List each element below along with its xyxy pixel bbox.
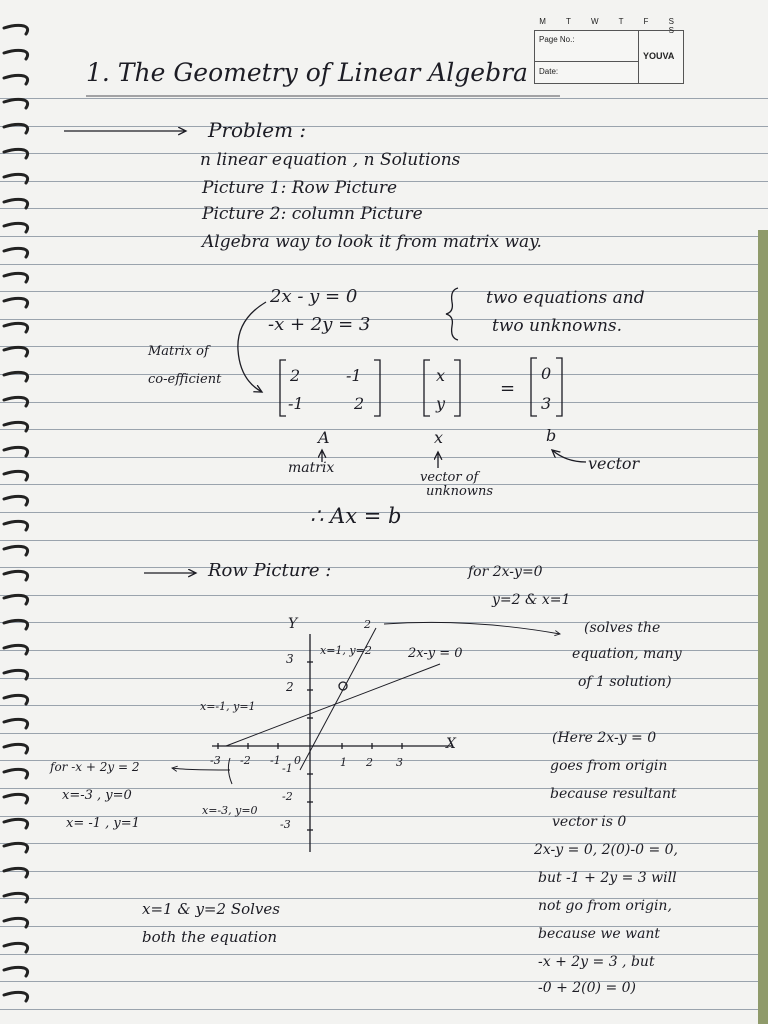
problem-line-2: Picture 1: Row Picture [202,178,398,198]
right-note-6: because resultant [550,786,677,802]
right-note-8: 2x-y = 0, 2(0)-0 = 0, [534,842,678,858]
label-vector-of: vector of [420,470,479,485]
matrix-a-11: 2 [290,366,301,385]
left-note-1: x=-3 , y=0 [62,788,132,803]
page-title: 1. The Geometry of Linear Algebra [86,58,528,87]
x-tick-2: 2 [366,756,373,769]
vector-b-2: 3 [541,394,552,413]
vector-x-bracket-right [454,360,460,416]
point-label-mid: x=-1, y=1 [200,700,256,713]
right-note-10: not go from origin, [538,898,672,914]
y-tick-2: 2 [286,680,294,694]
matrix-a-bracket-left [280,360,286,416]
y-tick-neg1: -1 [282,762,293,775]
right-note-4: (Here 2x-y = 0 [552,730,657,746]
right-note-3: of 1 solution) [578,674,672,690]
label-vector: vector [588,454,640,473]
x-tick-0: 0 [294,754,301,767]
brace-note-2: two unknowns. [492,316,623,336]
equation-1: 2x - y = 0 [270,286,358,307]
right-note-5: goes from origin [550,758,668,774]
x-tick-3: 3 [396,756,403,769]
vector-b-bracket-right [556,358,562,416]
point-label-low: x=-3, y=0 [202,804,258,817]
therefore-ax-b: ∴ Ax = b [310,504,402,528]
right-note-12: -x + 2y = 3 , but [538,954,655,970]
coefficient-arrow [238,302,266,392]
y-tick-3: 3 [286,652,294,666]
x-tick-1: 1 [340,756,347,769]
page-number-field: Page No.: [539,35,575,44]
point-label-top: x=1, y=2 [320,644,372,657]
brace-note-1: two equations and [486,288,645,308]
line-label-2x-y: 2x-y = 0 [408,646,463,661]
right-note-13: -0 + 2(0) = 0) [538,980,637,996]
line-label-neg-x-2y: for -x + 2y = 2 [50,760,140,774]
x-tick-neg3: -3 [210,754,221,767]
graph-x-label: X [446,736,456,752]
graph-top-two: 2 [364,618,371,631]
vector-b-1: 0 [541,364,552,383]
vector-x-2: y [436,394,446,413]
label-x: x [434,428,444,447]
brand-logo: YOUVA [643,51,675,61]
matrix-a-12: -1 [346,366,362,385]
vector-x-1: x [436,366,446,385]
row-picture-for: for 2x-y=0 [468,564,543,580]
y-tick-neg2: -2 [282,790,293,803]
problem-line-1: n linear equation , n Solutions [200,150,461,170]
equals-sign: = [500,378,516,399]
line-neg-x-plus-2y [226,664,440,746]
label-matrix: matrix [288,460,335,476]
right-note-7: vector is 0 [552,814,627,830]
matrix-a-bracket-right [374,360,380,416]
x-tick-neg2: -2 [240,754,251,767]
row-picture-heading: Row Picture : [208,560,332,581]
equation-2: -x + 2y = 3 [268,314,371,335]
line-2x-minus-y [300,628,376,770]
vector-b-bracket-left [531,358,537,416]
conclusion-line-1: x=1 & y=2 Solves [142,900,280,918]
y-tick-neg3: -3 [280,818,291,831]
label-b-arrow [552,450,586,462]
matrix-a-22: 2 [354,394,365,413]
problem-heading: Problem : [208,118,307,142]
label-b: b [546,426,557,445]
matrix-note-2: co-efficient [148,372,222,387]
problem-line-4: Algebra way to look it from matrix way. [202,232,542,252]
left-note-2: x= -1 , y=1 [66,816,140,831]
label-a: A [318,428,330,447]
conclusion-line-2: both the equation [142,928,278,946]
graph-y-label: Y [288,616,298,632]
date-field: Date: [539,67,559,76]
right-note-9: but -1 + 2y = 3 will [538,870,677,886]
right-note-2: equation, many [572,646,682,662]
vector-x-bracket-left [424,360,430,416]
matrix-a-21: -1 [288,394,304,413]
solves-arrow [384,622,560,634]
x-tick-neg1: -1 [270,754,281,767]
problem-line-3: Picture 2: column Picture [202,204,423,224]
equation-brace [446,288,458,340]
matrix-note-1: Matrix of [148,344,209,359]
label-unknowns: unknowns [426,484,493,499]
row-picture-values: y=2 & x=1 [492,592,571,608]
right-note-11: because we want [538,926,661,942]
right-note-1: (solves the [584,620,661,636]
weekday-letters: M T W T F S S [539,17,683,35]
